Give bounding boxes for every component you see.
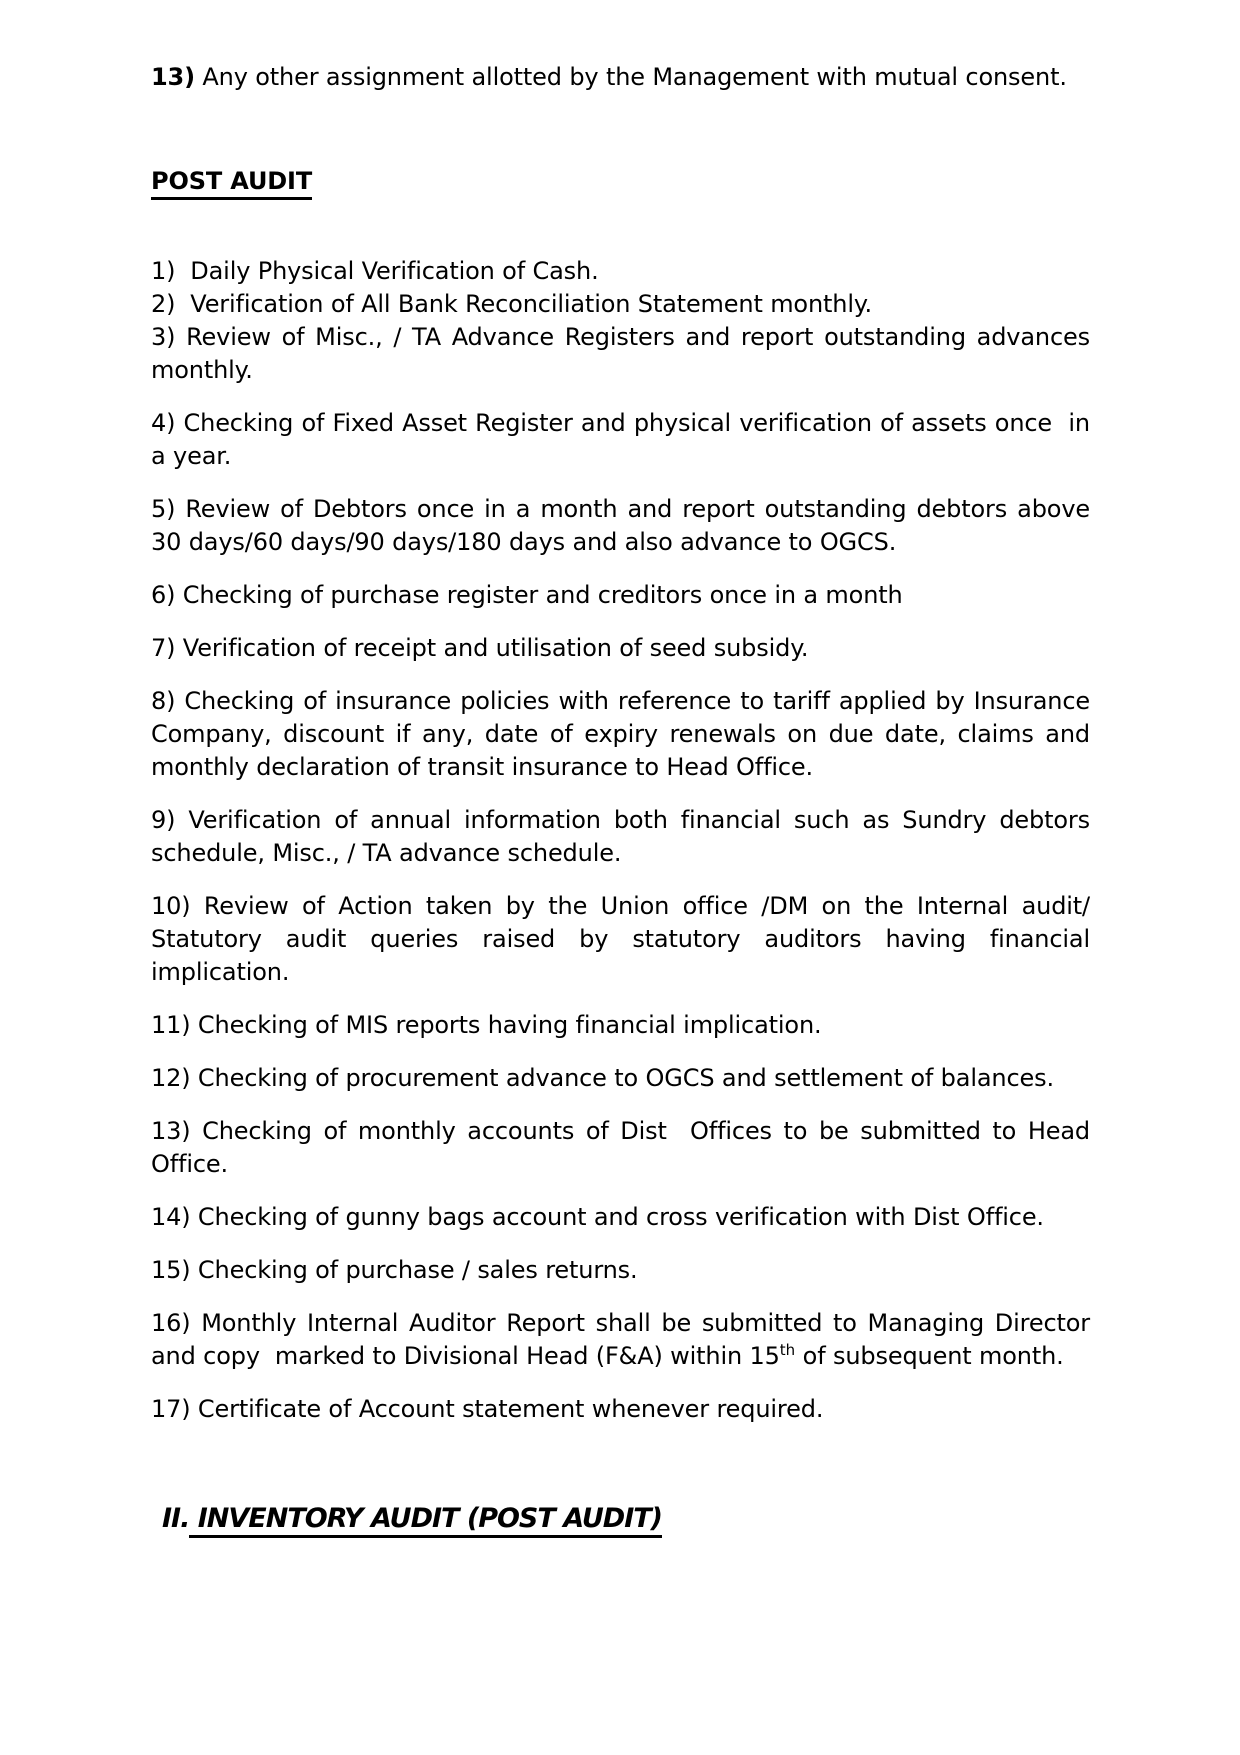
list-item-line: 17) Certificate of Account statement whenever required. xyxy=(151,1395,824,1423)
list-item xyxy=(151,407,1090,473)
list-item xyxy=(151,321,1090,387)
list-item-line: 10) Review of Action taken by the Union office /DM on the Internal audit/ xyxy=(151,892,1090,920)
list-item-line xyxy=(151,1340,1090,1373)
list-item-line: 5) Review of Debtors once in a month and report outstanding debtors above xyxy=(151,495,1090,523)
document-content xyxy=(151,61,1090,1538)
list-item-line: implication. xyxy=(151,958,290,986)
list-item-line: schedule, Misc., / TA advance schedule. xyxy=(151,839,622,867)
list-item-line: 11) Checking of MIS reports having financial implication. xyxy=(151,1011,822,1039)
post-audit-heading xyxy=(151,165,1090,198)
list-item-line: 3) Review of Misc., / TA Advance Registers and report outstanding advances xyxy=(151,323,1090,351)
list-item-line: 30 days/60 days/90 days/180 days and also advance to OGCS. xyxy=(151,528,897,556)
inventory-heading-numeral: II. xyxy=(162,1503,190,1534)
post-audit-heading-text: POST AUDIT xyxy=(151,167,312,200)
list-item-line: 7) Verification of receipt and utilisation of seed subsidy. xyxy=(151,634,809,662)
intro-paragraph xyxy=(151,61,1090,94)
list-item-line: Statutory audit queries raised by statutory auditors having financial xyxy=(151,925,1090,953)
list-item-line: monthly declaration of transit insurance to Head Office. xyxy=(151,753,814,781)
list-item-line: 6) Checking of purchase register and creditors once in a month xyxy=(151,581,903,609)
list-item-line: 9) Verification of annual information both financial such as Sundry debtors xyxy=(151,806,1090,834)
list-item xyxy=(151,493,1090,559)
list-item xyxy=(151,632,1090,665)
list-item-line: Company, discount if any, date of expiry renewals on due date, claims and xyxy=(151,720,1090,748)
list-item xyxy=(151,685,1090,784)
list-item xyxy=(151,1115,1090,1181)
list-item-line: 4) Checking of Fixed Asset Register and physical verification of assets once in xyxy=(151,409,1090,437)
line-text-after-sup: of subsequent month. xyxy=(795,1342,1064,1370)
list-item-line: 8) Checking of insurance policies with reference to tariff applied by Insurance xyxy=(151,687,1090,715)
list-item xyxy=(151,1201,1090,1234)
list-item xyxy=(151,1254,1090,1287)
list-item-line: monthly. xyxy=(151,356,253,384)
list-item-line: 12) Checking of procurement advance to OGCS and settlement of balances. xyxy=(151,1064,1054,1092)
list-item xyxy=(151,1393,1090,1426)
list-item xyxy=(151,1062,1090,1095)
line-text-before-sup: and copy marked to Divisional Head (F&A) within 15 xyxy=(151,1342,780,1370)
superscript-ordinal: th xyxy=(779,1341,796,1359)
list-item-line: 14) Checking of gunny bags account and cross verification with Dist Office. xyxy=(151,1203,1044,1231)
intro-item-number: 13) xyxy=(151,63,195,91)
list-item xyxy=(151,890,1090,989)
list-item-line: a year. xyxy=(151,442,232,470)
list-item xyxy=(151,1009,1090,1042)
list-item xyxy=(151,1307,1090,1373)
list-item-line: 13) Checking of monthly accounts of Dist Offices to be submitted to Head xyxy=(151,1117,1090,1145)
list-item xyxy=(151,804,1090,870)
list-item-line: 2) Verification of All Bank Reconciliation Statement monthly. xyxy=(151,290,872,318)
intro-item-text: Any other assignment allotted by the Management with mutual consent. xyxy=(194,63,1067,91)
list-item xyxy=(151,255,1090,288)
list-item xyxy=(151,288,1090,321)
list-item-line: Office. xyxy=(151,1150,228,1178)
inventory-heading-title: INVENTORY AUDIT (POST AUDIT) xyxy=(189,1503,662,1538)
list-item-line: 16) Monthly Internal Auditor Report shall be submitted to Managing Director xyxy=(151,1309,1090,1337)
list-item-line: 1) Daily Physical Verification of Cash. xyxy=(151,257,599,285)
list-item xyxy=(151,579,1090,612)
list-item-line: 15) Checking of purchase / sales returns. xyxy=(151,1256,638,1284)
post-audit-list xyxy=(151,255,1090,1426)
inventory-audit-heading xyxy=(162,1500,1090,1538)
